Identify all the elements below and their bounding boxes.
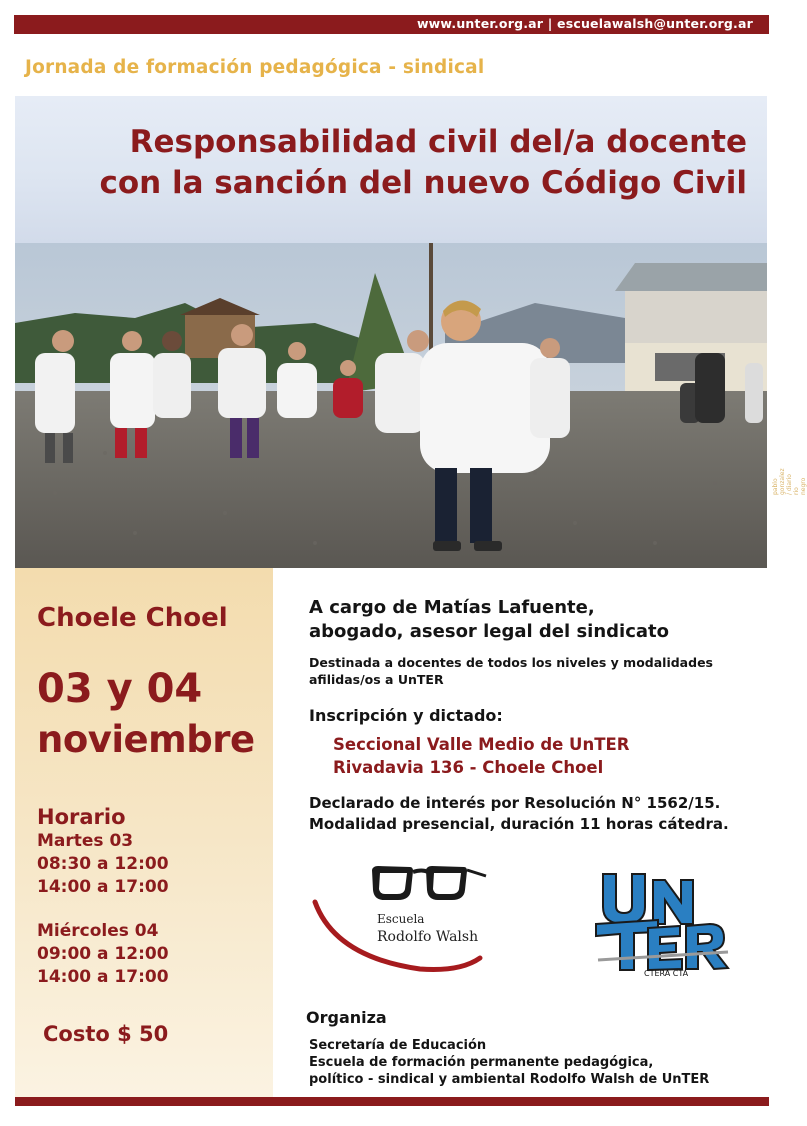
title-line-2: con la sanción del nuevo Código Civil <box>99 165 747 201</box>
organizer-line-1: Secretaría de Educación <box>309 1038 487 1053</box>
speaker-line-2: abogado, asesor legal del sindicato <box>309 621 669 642</box>
unter-logo-sub: CTERA CTA <box>644 969 689 978</box>
page-title <box>99 122 747 204</box>
declaration-line-2: Modalidad presencial, duración 11 horas cátedra. <box>309 815 729 833</box>
organizer-list <box>309 1037 709 1088</box>
schedule-day-2: Miércoles 04 <box>37 921 159 941</box>
top-bar <box>14 15 769 34</box>
contact-links[interactable]: www.unter.org.ar | escuelawalsh@unter.org.ar <box>416 16 753 31</box>
event-details <box>309 596 729 835</box>
escuela-walsh-logo <box>310 862 500 978</box>
inscription-address <box>309 733 729 779</box>
bottom-bar <box>15 1097 769 1106</box>
target-line-2: afilidas/os a UnTER <box>309 672 444 687</box>
photo-credit: pablo gonzalez / diario rio negro <box>772 468 807 495</box>
title-band <box>15 96 767 243</box>
schedule-title: Horario <box>37 805 126 829</box>
organizer-line-2: Escuela de formación permanente pedagógica, <box>309 1055 654 1070</box>
hero <box>15 96 767 568</box>
walsh-logo-line-1: Escuela <box>377 912 425 926</box>
schedule <box>37 804 169 989</box>
declaration <box>309 793 729 835</box>
children-running-photo <box>15 243 767 568</box>
inscription-line-2: Rivadavia 136 - Choele Choel <box>333 758 604 777</box>
declaration-line-1: Declarado de interés por Resolución N° 1562/15. <box>309 794 721 812</box>
target-audience <box>309 654 729 688</box>
event-kicker: Jornada de formación pedagógica - sindical <box>25 57 485 78</box>
event-city: Choele Choel <box>37 603 228 633</box>
unter-logo <box>588 862 738 980</box>
inscription-line-1: Seccional Valle Medio de UnTER <box>333 735 630 754</box>
event-dates: 03 y 04 <box>37 666 203 712</box>
title-line-1: Responsabilidad civil del/a docente <box>129 124 747 160</box>
target-line-1: Destinada a docentes de todos los niveles y modalidades <box>309 655 713 670</box>
schedule-slot: 09:00 a 12:00 <box>37 944 169 964</box>
event-cost: Costo $ 50 <box>43 1022 169 1046</box>
inscription-title: Inscripción y dictado: <box>309 706 503 725</box>
organizer-title: Organiza <box>306 1008 387 1027</box>
speaker-line-1: A cargo de Matías Lafuente, <box>309 597 595 618</box>
schedule-slot: 08:30 a 12:00 <box>37 854 169 874</box>
glasses-icon <box>372 866 486 900</box>
schedule-slot: 14:00 a 17:00 <box>37 877 169 897</box>
event-month: noviembre <box>37 718 255 761</box>
organizer-line-3: político - sindical y ambiental Rodolfo Walsh de UnTER <box>309 1072 710 1087</box>
walsh-logo-line-2: Rodolfo Walsh <box>377 929 479 945</box>
schedule-slot: 14:00 a 17:00 <box>37 967 169 987</box>
schedule-day-1: Martes 03 <box>37 831 134 851</box>
event-sidebar <box>15 568 273 1098</box>
